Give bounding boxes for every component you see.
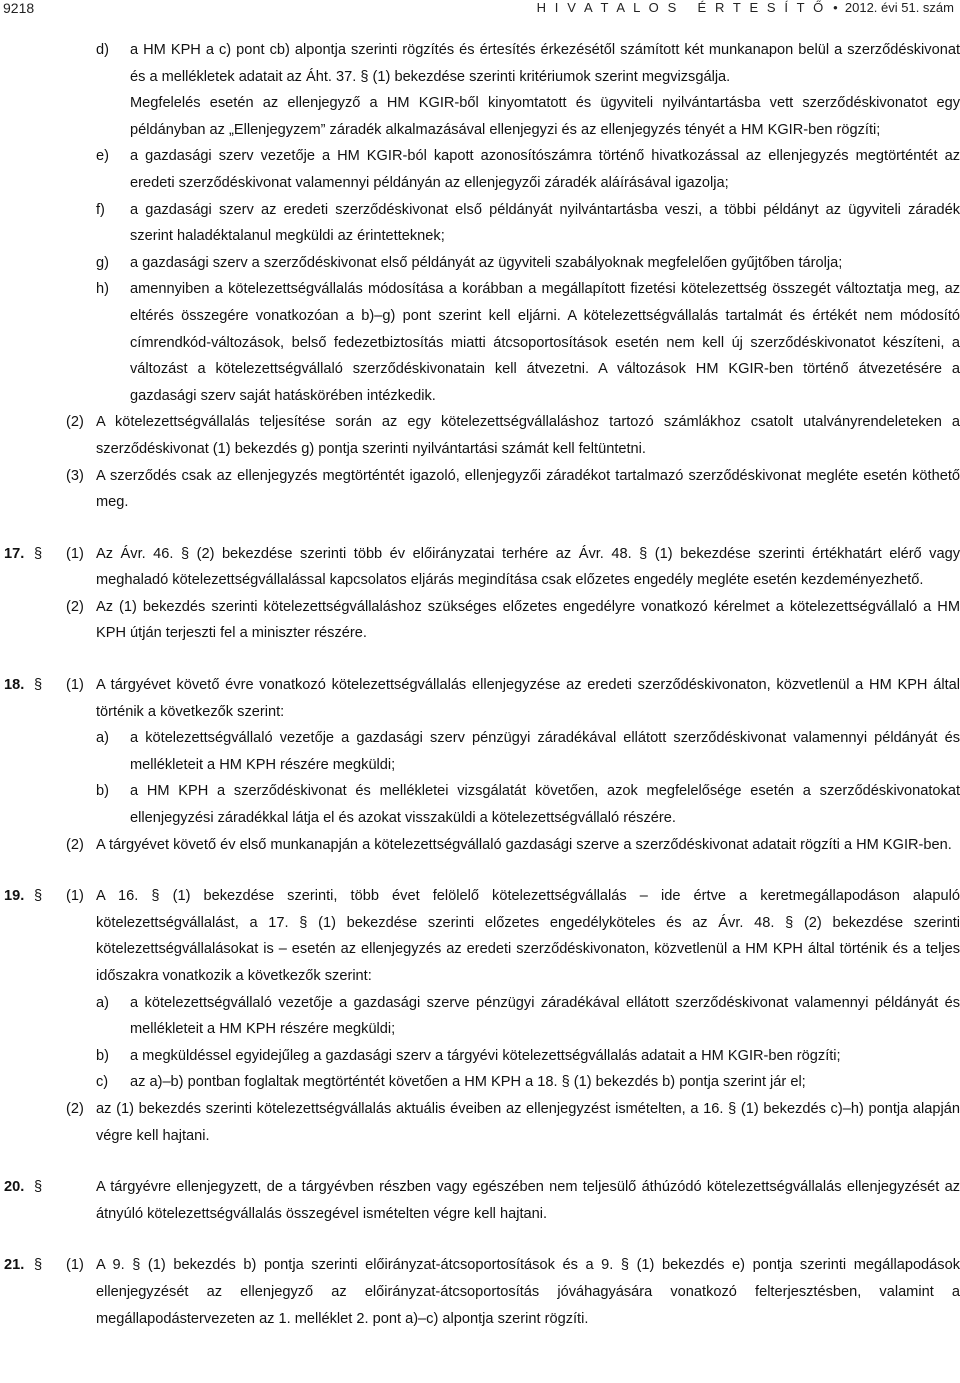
paragraph-text: A 16. § (1) bekezdése szerinti, több évet felölelő kötelezettségvállalás – ide értve a keretmegállapodáson alapuló kötelezettségvállalást, a 17. § (1) bekezdése szerinti előzetes engedélyköteles és az Ávr. 48. § (2) bekezdése szerinti kötelezettségvállalásokat is – esetén az ellenjegyzés az eredeti szerződéskivonaton, közvetlenül a HM KPH által történik és a teljes időszakra vonatkozik a következők szerint: bbox=[96, 888, 960, 984]
item-label: f) bbox=[96, 201, 105, 218]
running-title bbox=[537, 0, 954, 15]
item-label: d) bbox=[96, 42, 109, 58]
page-number: 9218 bbox=[3, 0, 35, 16]
item-label: a) bbox=[96, 994, 109, 1011]
paragraph-text: az (1) bekezdés szerinti kötelezettségvállalás aktuális éveiben az ellenjegyzést ismételten, a 16. § (1) bekezdés c)–h) pontja alapján végre kell hajtani. bbox=[96, 1100, 960, 1144]
item-text: a gazdasági szerv a szerződéskivonat első példányát az ügyviteli szabályoknak megfelelően gyűjtőben tárolja; bbox=[130, 254, 843, 271]
section-number: 21. bbox=[4, 1257, 25, 1274]
item-text: a megküldéssel egyidejűleg a gazdasági szerv a tárgyévi kötelezettségvállalás adatait a HM KGIR-ben rögzíti; bbox=[130, 1047, 841, 1064]
section-20 bbox=[0, 1174, 960, 1227]
section-number: 18. bbox=[4, 677, 25, 694]
section-number: 19. bbox=[4, 888, 25, 905]
document-body bbox=[0, 37, 960, 1332]
item-text: a HM KPH a szerződéskivonat és mellékletei vizsgálatát követően, azok megfelelősége esetén a szerződéskivonatokat ellenjegyzési záradékkal látja el és azokat visszaküldi a kötelezettségvállaló részére. bbox=[130, 783, 960, 827]
item-label: b) bbox=[96, 1047, 109, 1064]
paragraph-label: (2) bbox=[66, 1100, 84, 1117]
list-item-d-continuation: Megfelelés esetén az ellenjegyző a HM KGIR-ből kinyomtatott és ügyviteli nyilvántartásba vett szerződéskivonatot egy példányban az „Ellenjegyzem” záradék alkalmazásával ellenjegyzi és az ellenjegyzés tényét a HM KGIR-ben rögzíti; bbox=[130, 95, 960, 138]
list-item-d bbox=[0, 37, 960, 90]
section-number: 20. bbox=[4, 1179, 25, 1196]
list-item-c bbox=[0, 1069, 960, 1096]
section-sign: § bbox=[34, 677, 43, 694]
bullet-separator: • bbox=[833, 0, 838, 15]
paragraph-text: A tárgyévet követő év első munkanapján a kötelezettségvállaló gazdasági szerve a szerződéskivonat adatait rögzíti a HM KGIR-ben. bbox=[96, 836, 952, 853]
paragraph-2 bbox=[0, 409, 960, 462]
list-item-b bbox=[0, 778, 960, 831]
list-item-g bbox=[0, 250, 960, 277]
paragraph-3 bbox=[0, 463, 960, 516]
list-item-a bbox=[0, 990, 960, 1043]
journal-name: H I V A T A L O S É R T E S Í T Ő bbox=[536, 0, 826, 15]
paragraph-text: A tárgyévet követő évre vonatkozó kötelezettségvállalás ellenjegyzése az eredeti szerződéskivonaton, közvetlenül a HM KPH által történik a következők szerint: bbox=[96, 677, 960, 720]
issue-number: 2012. évi 51. szám bbox=[844, 0, 954, 15]
paragraph-label: (3) bbox=[66, 467, 84, 484]
item-text: a kötelezettségvállaló vezetője a gazdasági szerv pénzügyi záradékával ellátott szerződéskivonat valamennyi példányát és mellékleteit a HM KPH részére megküldi; bbox=[130, 730, 960, 773]
paragraph-label: (1) bbox=[66, 888, 84, 905]
list-item-e bbox=[0, 143, 960, 196]
paragraph-label: (2) bbox=[66, 836, 84, 853]
item-label: b) bbox=[96, 783, 109, 800]
item-text: amennyiben a kötelezettségvállalás módosítása a korábban a megállapított fizetési kötelezettség összegét változtatja meg, az eltérés összegére vonatkozóan a b)–g) pont szerint kell eljárni. A kötelezettségvállalás tartalmát és értékét nem módosító címrendkód-változások, belső fedezetbiztosítás miatti átcsoportosítások esetén nem kell új szerződéskivonatot készíteni, a változást a kötelezettségvállaló szerződéskivonatain kell átvezetni. A változások HM KGIR-ben történő átvezetésére a gazdasági szerv saját hatáskörében intézkedik. bbox=[130, 281, 960, 404]
paragraph-label: (2) bbox=[66, 598, 84, 615]
item-text: a kötelezettségvállaló vezetője a gazdasági szerve pénzügyi záradékával ellátott szerződéskivonat valamennyi példányát és mellékleteit a HM KPH részére megküldi; bbox=[130, 994, 960, 1038]
section-sign: § bbox=[34, 1257, 43, 1274]
paragraph-text: A kötelezettségvállalás teljesítése során az egy kötelezettségvállaláshoz tartozó számlákhoz csatolt utalványrendeleteken a szerződéskivonat (1) bekezdés g) pontja szerinti nyilvántartási számát kell feltüntetni. bbox=[96, 414, 960, 457]
paragraph-text: A 9. § (1) bekezdés b) pontja szerinti előirányzat-átcsoportosítások és a 9. § (1) bekezdés e) pontja szerinti megállapodások ellenjegyzését az ellenjegyző az előirányzat-átcsoportosítás jóváhagyására vonatkozó felterjesztésben, valamint a megállapodástervezeten az 1. melléklet 2. pont a)–c) alpontja szerint rögzíti. bbox=[96, 1257, 960, 1327]
section-18-paragraph-2 bbox=[0, 832, 960, 859]
page-header bbox=[0, 0, 960, 22]
list-item-a bbox=[0, 725, 960, 778]
section-19-paragraph-1 bbox=[0, 883, 960, 989]
paragraph-text: Az (1) bekezdés szerinti kötelezettségvállaláshoz szükséges előzetes engedélyre vonatkozó kérelmet a kötelezettségvállaló a HM KPH útján terjeszti fel a miniszter részére. bbox=[96, 598, 960, 642]
section-sign: § bbox=[34, 545, 43, 562]
item-text: a gazdasági szerv vezetője a HM KGIR-ból kapott azonosítószámra történő hivatkozással az ellenjegyzés megtörténtét az eredeti szerződéskivonat valamennyi példányán az ellenjegyzői záradék aláírásával igazolja; bbox=[130, 148, 960, 191]
section-21-paragraph-1 bbox=[0, 1252, 960, 1332]
paragraph-label: (1) bbox=[66, 545, 84, 562]
section-19-paragraph-2 bbox=[0, 1096, 960, 1149]
section-18-paragraph-1 bbox=[0, 672, 960, 725]
item-text: a gazdasági szerv az eredeti szerződéskivonat első példányát nyilvántartásba veszi, a többi példányt az ügyviteli záradék szerint haladéktalanul megküldi az érintetteknek; bbox=[130, 201, 960, 245]
section-sign: § bbox=[34, 888, 43, 905]
section-17-paragraph-2 bbox=[0, 594, 960, 647]
section-sign: § bbox=[34, 1179, 43, 1196]
item-label: g) bbox=[96, 254, 109, 271]
paragraph-label: (2) bbox=[66, 414, 84, 431]
list-item-b bbox=[0, 1043, 960, 1070]
item-label: e) bbox=[96, 148, 109, 165]
list-item-h bbox=[0, 276, 960, 409]
paragraph-label: (1) bbox=[66, 677, 84, 694]
item-label: a) bbox=[96, 730, 109, 747]
item-text: a HM KPH a c) pont cb) alpontja szerinti rögzítés és értesítés érkezésétől számított két munkanapon belül a szerződéskivonat és a mellékletek adatait az Áht. 37. § (1) bekezdése szerinti kritériumok szerint megvizsgálja. bbox=[130, 42, 960, 85]
item-text: az a)–b) pontban foglaltak megtörténtét követően a HM KPH a 18. § (1) bekezdés b) pontja szerint jár el; bbox=[130, 1074, 806, 1091]
item-label: c) bbox=[96, 1074, 109, 1091]
paragraph-text: A szerződés csak az ellenjegyzés megtörténtét igazoló, ellenjegyzői záradékot tartalmazó szerződéskivonat megléte esetén köthető meg. bbox=[96, 467, 960, 511]
list-item-f bbox=[0, 197, 960, 250]
paragraph-text: Az Ávr. 46. § (2) bekezdése szerinti több év előirányzatai terhére az Ávr. 48. § (1) bekezdése szerinti értékhatárt elérő vagy meghaladó kötelezettségvállalással kapcsolatos eljárás megindítása csak előzetes engedély megléte esetén kezdeményezhető. bbox=[96, 545, 960, 589]
paragraph-label: (1) bbox=[66, 1257, 84, 1274]
item-label: h) bbox=[96, 281, 109, 298]
section-number: 17. bbox=[4, 545, 25, 562]
section-17-paragraph-1 bbox=[0, 541, 960, 594]
section-text: A tárgyévre ellenjegyzett, de a tárgyévben részben vagy egészében nem teljesülő áthúzódó kötelezettségvállalás ellenjegyzését az átnyúló kötelezettségvállalás összegével ismételten végre kell hajtani. bbox=[96, 1179, 960, 1222]
